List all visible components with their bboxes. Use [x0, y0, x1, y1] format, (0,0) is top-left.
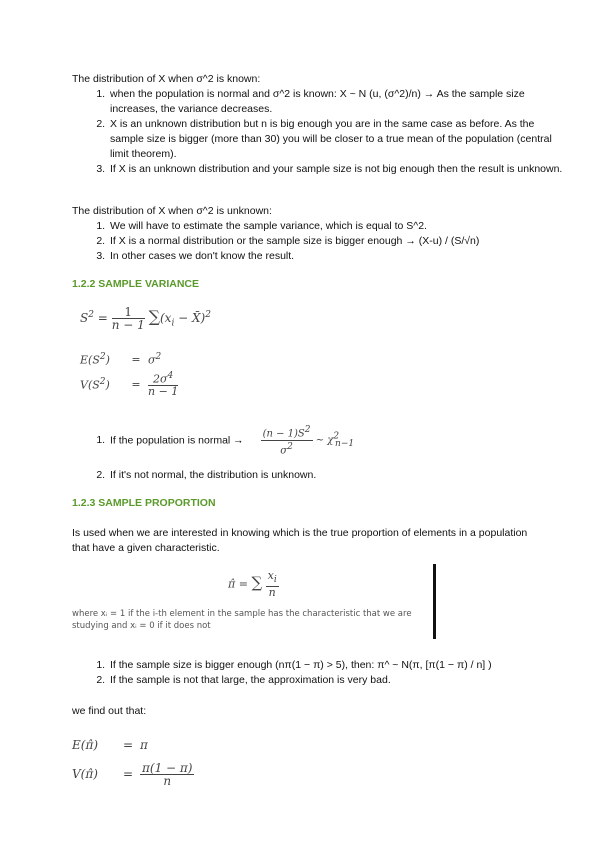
find-out-text: we find out that:	[72, 705, 147, 717]
variance-list-1	[72, 424, 564, 458]
known-intro: The distribution of X when σ^2 is known:	[72, 73, 261, 85]
proportion-expectations: E(π̂) = π V(π̂) = $\frac{\pi(1 - \pi)}{n}$	[72, 738, 193, 788]
unknown-list	[72, 219, 564, 264]
list-item: 1. when the population is normal and σ^2 is known: X ~ N (u, (σ^2)/n) → As the sample size increases, the variance decreases.	[108, 87, 564, 117]
sample-variance-formula: $S^2$ = $\frac{1}{n - 1}$ $\sum(x_i$ − X̄)$^2$	[80, 305, 211, 332]
list-item: 1. We will have to estimate the sample variance, which is equal to S^2.	[108, 219, 564, 234]
section-heading-sample-proportion: 1.2.3 SAMPLE PROPORTION	[72, 497, 216, 509]
proportion-list	[72, 658, 564, 688]
unknown-intro: The distribution of X when σ^2 is unknown:	[72, 205, 272, 217]
list-item	[108, 424, 564, 458]
list-item: 2. If X is a normal distribution or the sample size is bigger enough → (X-u) / (S/√n)	[108, 234, 564, 249]
list-item: 2. If it's not normal, the distribution is unknown.	[108, 468, 564, 483]
known-list	[72, 87, 564, 177]
list-item: 3. If X is an unknown distribution and your sample size is not big enough then the result is unknown.	[108, 162, 564, 177]
variance-expectations: $E(S^2)$ = $\sigma^2$ $V(S^2)$ = $\frac{2\sigma^4}{n - 1}$	[80, 351, 179, 399]
list-item: 2. X is an unknown distribution but n is big enough you are in the same case as before. As the sample size is bigger (more than 30) you will be closer to a true mean of the population (central limit theorem).	[108, 117, 564, 162]
list-item: 1. If the sample size is bigger enough (nπ(1 − π) > 5), then: π^ ~ N(π, [π(1 − π) / n] )	[108, 658, 564, 673]
proportion-formula: π̂ = ∑ $\frac{x_i}{n}$	[228, 569, 277, 600]
variance-item-1-text: If the population is normal →	[110, 434, 244, 447]
list-item: 2. If the sample is not that large, the approximation is very bad.	[108, 673, 564, 688]
section-heading-sample-variance: 1.2.2 SAMPLE VARIANCE	[72, 278, 199, 290]
chi-square-formula: $\frac{(n - 1)S^2}{\sigma^2}$ ~ $\chi^2_{n-1}$	[262, 425, 355, 457]
variance-list-2	[72, 468, 564, 483]
proportion-intro: Is used when we are interested in knowing which is the true proportion of elements in a population that have a given characteristic.	[72, 527, 528, 554]
proportion-where-note: where xᵢ = 1 if the i-th element in the sample has the characteristic that we are studying and xᵢ = 0 if it does not	[72, 609, 412, 631]
list-item: 3. In other cases we don't know the result.	[108, 249, 564, 264]
vertical-divider	[433, 564, 436, 639]
